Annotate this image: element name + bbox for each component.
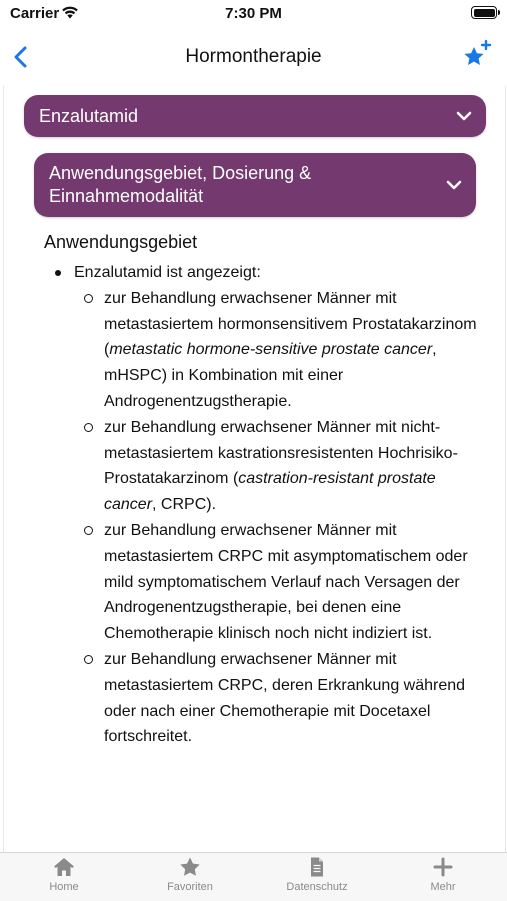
- tab-favorites[interactable]: [140, 857, 240, 893]
- tab-privacy[interactable]: [267, 857, 367, 893]
- content-area[interactable]: [3, 86, 506, 852]
- item-emphasis: castration-resistant prostate cancer: [104, 470, 436, 514]
- item-text: zur Behandlung erwachsener Männer mit nicht-metastasiertem kastrationsresistenten Hochrisiko-Prostatakarzinom (: [104, 418, 458, 488]
- tab-label: Home: [49, 881, 79, 893]
- item-text: , CRPC).: [152, 496, 217, 514]
- page-title: Hormontherapie: [185, 46, 322, 67]
- list-item: [44, 647, 484, 750]
- item-text: zur Behandlung erwachsener Männer mit metastasiertem CRPC, deren Erkrankung während oder nach einer Chemotherapie mit Docetaxel fortschreitet.: [104, 650, 466, 746]
- sub-list: [44, 286, 484, 750]
- tab-bar: [0, 852, 507, 901]
- intro-text: Enzalutamid ist angezeigt:: [74, 264, 261, 281]
- navigation-bar: [0, 28, 507, 86]
- bullet-icon: [84, 526, 93, 535]
- list-item: [44, 260, 484, 286]
- section-heading: Anwendungsgebiet: [44, 232, 198, 252]
- tab-label: Favoriten: [167, 881, 213, 893]
- chevron-down-icon: [446, 178, 462, 192]
- status-bar: [0, 0, 507, 28]
- list-item: [44, 286, 484, 415]
- list-item: [44, 415, 484, 518]
- home-icon: [53, 857, 75, 877]
- item-text: zur Behandlung erwachsener Männer mit metastasiertem CRPC mit asymptomatischem oder mild symptomatischem Verlauf nach Versagen der Androgenentzugstherapie, bei denen eine Chemotherapie klinisch noch nicht indiziert ist.: [104, 521, 468, 643]
- tab-label: Datenschutz: [286, 881, 348, 893]
- document-icon: [306, 857, 328, 877]
- item-emphasis: metastatic hormone-sensitive prostate cancer: [109, 341, 433, 359]
- bullet-icon: [55, 270, 61, 276]
- plus-icon: [432, 857, 454, 877]
- carrier-label: Carrier: [10, 5, 60, 22]
- bullet-icon: [84, 655, 93, 664]
- item-text: zur Behandlung erwachsener Männer mit metastasiertem hormonsensitivem Prostatakarzinom (: [104, 289, 477, 359]
- chevron-down-icon: [456, 109, 472, 123]
- battery-icon: [471, 6, 497, 19]
- tab-more[interactable]: [393, 857, 493, 893]
- item-text: , mHSPC) in Kombination mit einer Androgenentzugstherapie.: [104, 341, 437, 410]
- list-item: [44, 518, 484, 647]
- accordion-label: Enzalutamid: [39, 106, 139, 126]
- indication-list: [44, 260, 484, 750]
- star-icon: [179, 857, 201, 877]
- bullet-icon: [84, 294, 93, 303]
- clock: 7:30 PM: [225, 5, 282, 22]
- accordion-label: Anwendungsgebiet, Dosierung & Einnahmemodalität: [49, 163, 312, 206]
- bullet-icon: [84, 423, 93, 432]
- tab-label: Mehr: [430, 881, 456, 893]
- add-favorite-icon[interactable]: [461, 38, 493, 70]
- accordion-anwendungsgebiet[interactable]: [34, 153, 476, 217]
- tab-home[interactable]: [14, 857, 114, 893]
- accordion-enzalutamid[interactable]: [24, 95, 486, 137]
